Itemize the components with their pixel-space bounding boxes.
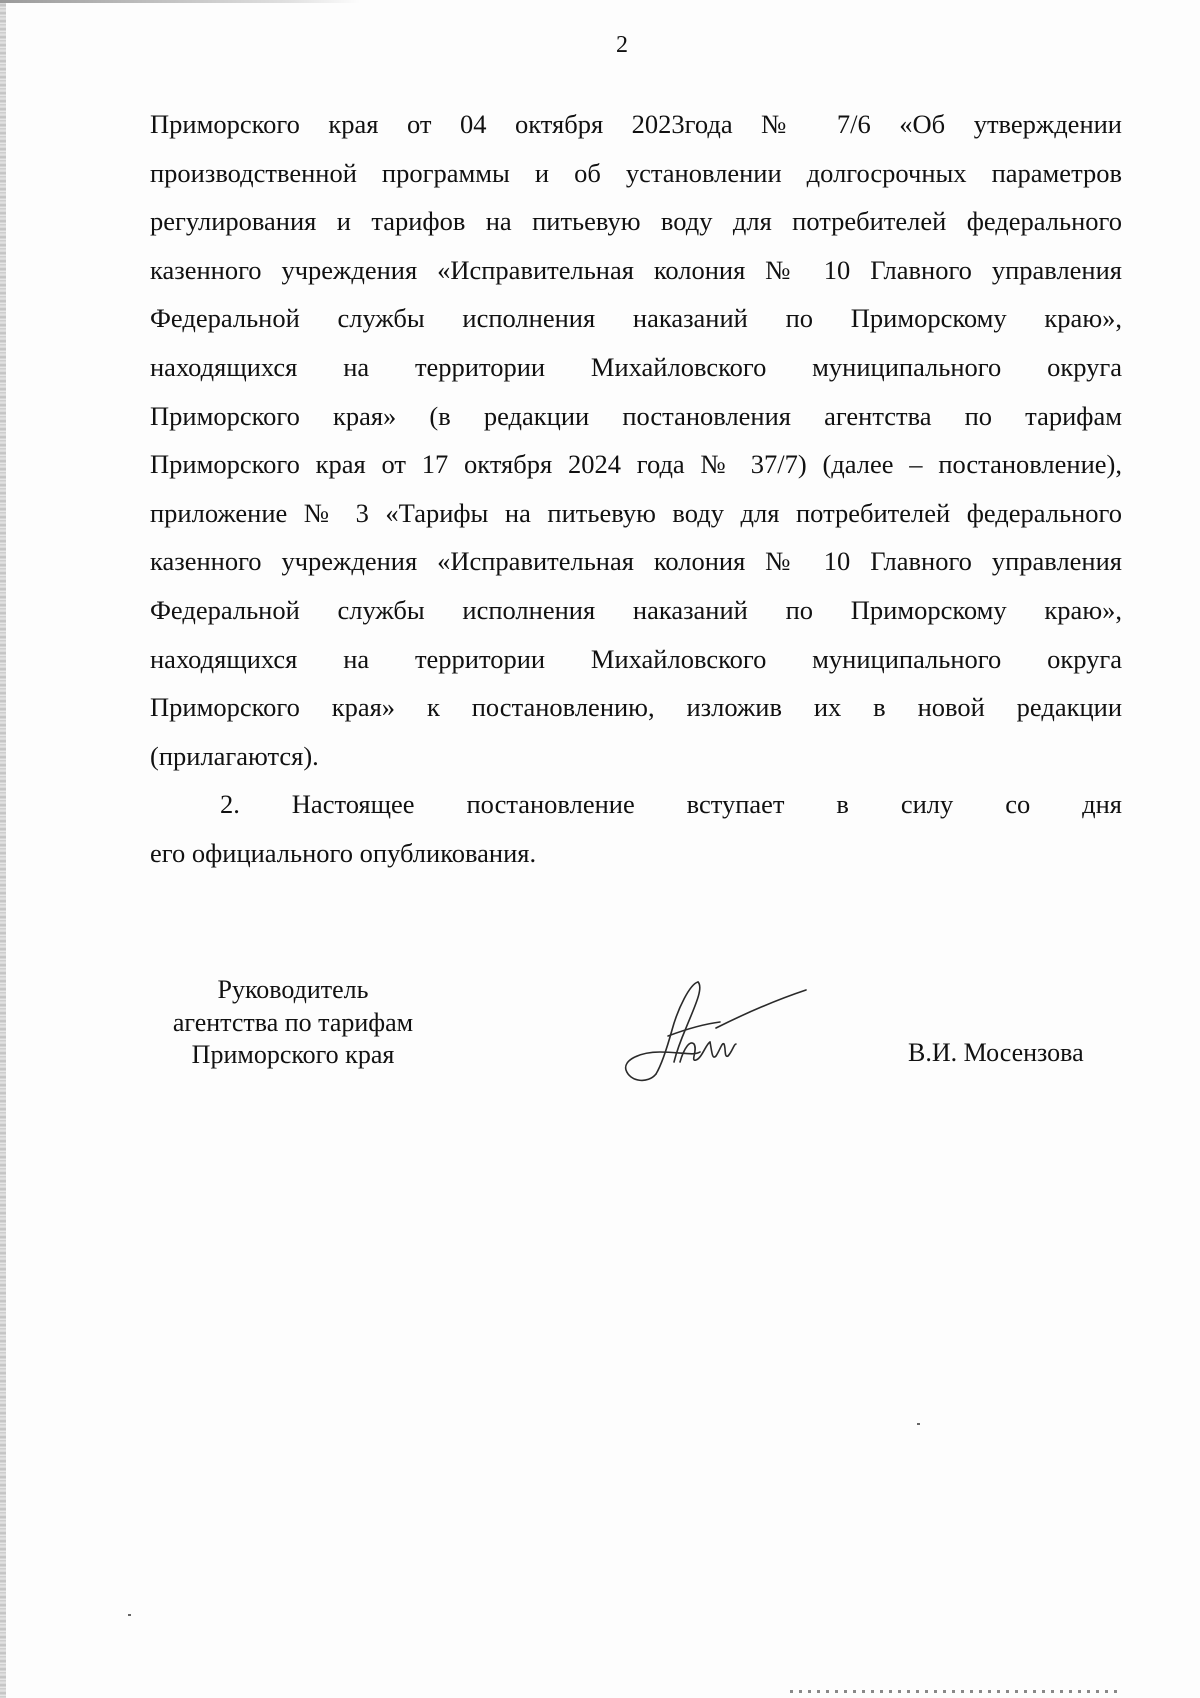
scan-edge-shadow [0, 0, 6, 1698]
scan-top-shadow [0, 0, 360, 3]
body-line: Приморского края» (в редакции постановления агентства по тарифам [150, 400, 1122, 431]
signer-name: В.И. Мосензова [908, 1038, 1084, 1067]
body-line: приложение № 3 «Тарифы на питьевую воду для потребителей федерального [150, 497, 1122, 528]
body-line: казенного учреждения «Исправительная колония № 10 Главного управления [150, 546, 1122, 577]
body-line: производственной программы и об установлении долгосрочных параметров [150, 157, 1122, 188]
page-number: 2 [616, 32, 628, 58]
body-line: регулирования и тарифов на питьевую воду для потребителей федерального [150, 206, 1122, 237]
paragraph-2-first-line: 2. Настоящее постановление вступает в силу со дня [220, 789, 1122, 820]
handwritten-signature-icon [620, 978, 820, 1088]
body-line: Приморского края от 17 октября 2024 года № 37/7) (далее – постановление), [150, 449, 1122, 480]
body-text [150, 100, 1122, 878]
body-line: его официального опубликования. [150, 837, 537, 868]
body-line: Приморского края от 04 октября 2023года № 7/6 «Об утверждении [150, 109, 1122, 139]
body-line: Федеральной службы исполнения наказаний по Приморскому краю», [150, 303, 1122, 334]
scan-bottom-noise [790, 1690, 1120, 1693]
body-line: Приморского края» к постановлению, изложив их в новой редакции [150, 692, 1122, 723]
body-line: Федеральной службы исполнения наказаний по Приморскому краю», [150, 594, 1122, 625]
body-line: казенного учреждения «Исправительная колония № 10 Главного управления [150, 254, 1122, 285]
position-line: Приморского края [191, 1040, 395, 1069]
body-line: (прилагаются). [150, 740, 319, 771]
body-line: находящихся на территории Михайловского муниципального округа [150, 643, 1122, 674]
scan-speck [128, 1614, 131, 1616]
position-line: агентства по тарифам [172, 1007, 414, 1037]
body-line: находящихся на территории Михайловского муниципального округа [150, 351, 1122, 382]
scan-speck [917, 1423, 920, 1425]
signatory-position [148, 974, 438, 1072]
position-line: Руководитель [217, 975, 369, 1004]
